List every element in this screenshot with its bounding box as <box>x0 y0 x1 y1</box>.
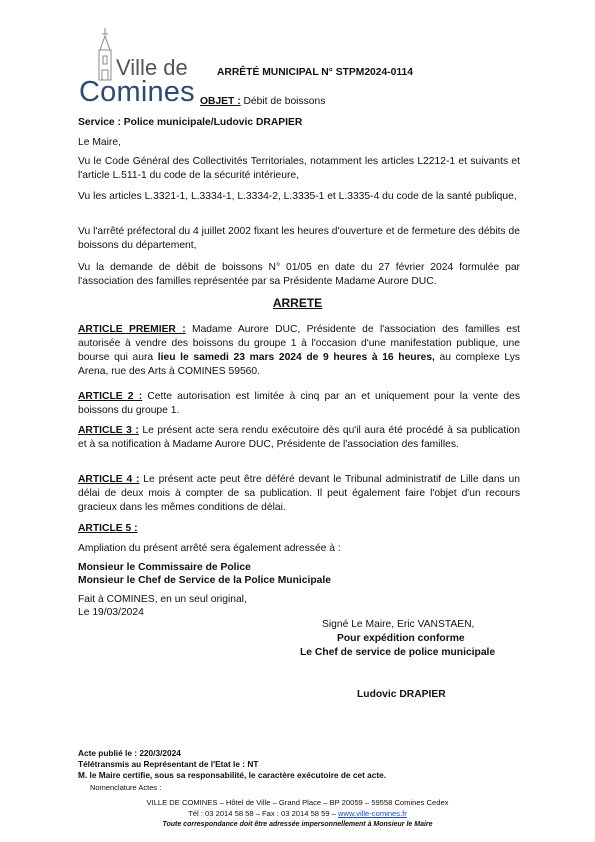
signature-line-1: Signé Le Maire, Eric VANSTAEN, <box>322 619 475 630</box>
article-4-label: ARTICLE 4 : <box>78 474 140 485</box>
article-2-text: Cette autorisation est limitée à cinq par an et uniquement pour la vente des boissons du groupe 1. <box>78 391 520 416</box>
article-3 <box>78 424 520 452</box>
vu-paragraph-3: Vu l'arrêté préfectoral du 4 juillet 2002 fixant les heures d'ouverture et de fermeture des débits de boissons du département, <box>78 226 520 251</box>
service-line: Service : Police municipale/Ludovic DRAPIER <box>78 117 303 128</box>
objet-label: OBJET : <box>200 96 241 107</box>
acte-publie: Acte publié le : 220/3/2024 <box>78 748 181 758</box>
article-3-text: Le présent acte sera rendu exécutoire dès qu'il aura été procédé à sa publication et à sa notification à Madame Aurore DUC, Présidente de l'association des familles. <box>78 425 520 450</box>
article-premier-date: lieu le samedi 23 mars 2024 de 9 heures à 16 heures, <box>157 352 435 363</box>
article-premier-text-b: au complexe Lys Arena, rue des Arts à COMINES 59560. <box>78 352 521 377</box>
ampliation: Ampliation du présent arrêté sera également adressée à : <box>78 543 341 554</box>
vu-paragraph-4: Vu la demande de débit de boissons N° 01/05 en date du 27 février 2024 formulée par l'association des familles représentée par sa Présidente Madame Aurore DUC. <box>78 262 520 287</box>
article-premier <box>78 323 520 379</box>
article-4 <box>78 473 520 515</box>
article-4-text: Le présent acte peut être déféré devant le Tribunal administratif de Lille dans un délai de deux mois à compter de sa publication. Il peut également faire l'objet d'un recours gracieux dans les mêmes conditions de délai. <box>78 474 520 513</box>
article-premier-label: ARTICLE PREMIER : <box>78 324 186 335</box>
date-line: Le 19/03/2024 <box>78 607 144 618</box>
le-maire: Le Maire, <box>78 137 121 148</box>
destinataire-2: Monsieur le Chef de Service de la Police Municipale <box>78 575 331 586</box>
article-premier-text-a: Madame Aurore DUC, Présidente de l'association des familles est autorisée à vendre des boissons du groupe 1 à l'occasion d'une manifestation publique, une bourse qui aura <box>78 324 520 363</box>
article-2-label: ARTICLE 2 : <box>78 391 143 402</box>
destinataire-1: Monsieur le Commissaire de Police <box>78 562 251 573</box>
certification: M. le Maire certifie, sous sa responsabilité, le caractère exécutoire de cet acte. <box>78 770 387 780</box>
signature-line-3: Le Chef de service de police municipale <box>300 647 496 658</box>
church-tower-icon <box>92 26 118 82</box>
objet-line <box>200 96 325 107</box>
vu-paragraph-2: Vu les articles L.3321-1, L.3334-1, L.3334-2, L.3335-1 et L.3335-4 du code de la santé publique, <box>78 191 517 202</box>
article-3-label: ARTICLE 3 : <box>78 425 139 436</box>
logo-comines-text: Comines <box>79 76 195 108</box>
teletransmis: Télétransmis au Représentant de l'Etat le : NT <box>78 759 259 769</box>
article-2 <box>78 390 520 418</box>
signature-name: Ludovic DRAPIER <box>357 689 446 700</box>
fait-a: Fait à COMINES, en un seul original, <box>78 594 247 605</box>
logo-ville-text: Ville de <box>116 55 188 80</box>
footer-correspondance: Toute correspondance doit être adressée impersonnellement à Monsieur le Maire <box>162 821 433 828</box>
footer-tel-fax: Tél : 03 2014 58 58 – Fax : 03 2014 58 59 – <box>188 809 339 818</box>
footer-address: VILLE DE COMINES – Hôtel de Ville – Grand Place – BP 20059 – 59558 Comines Cedex <box>146 798 449 807</box>
page-title: ARRÊTÉ MUNICIPAL N° STPM2024-0114 <box>217 67 413 78</box>
objet-text: Débit de boissons <box>243 96 326 107</box>
arrete-heading: ARRETE <box>272 296 323 310</box>
nomenclature: Nomenclature Actes : <box>90 783 162 792</box>
signature-line-2: Pour expédition conforme <box>337 633 465 644</box>
vu-paragraph-1: Vu le Code Général des Collectivités Territoriales, notamment les articles L2212-1 et suivants et l'article L.511-1 du code de la sécurité intérieure, <box>78 156 520 181</box>
footer-contact <box>0 808 595 819</box>
website-link[interactable]: www.ville-comines.fr <box>338 809 407 818</box>
article-5-label: ARTICLE 5 : <box>78 523 138 534</box>
